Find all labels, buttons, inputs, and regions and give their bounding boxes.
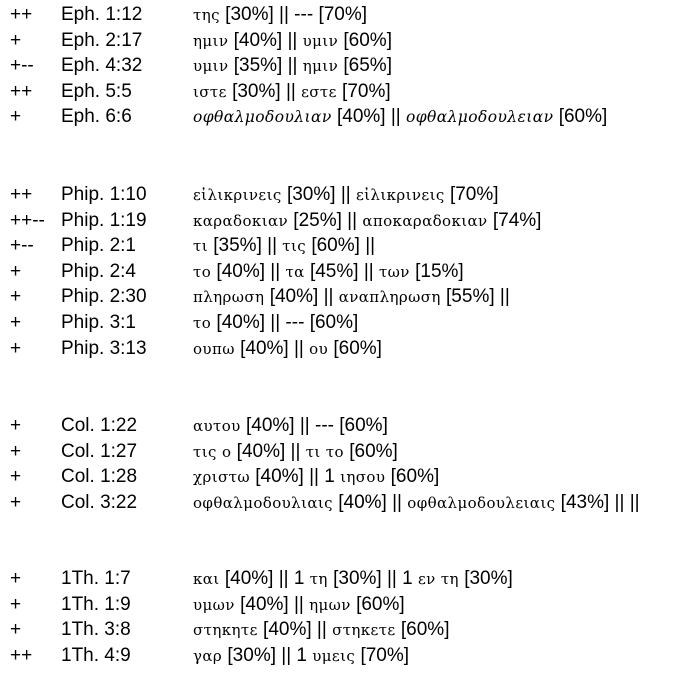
percentage-text: [35%] || [228,55,303,77]
percentage-text: [40%] || [257,619,333,641]
greek-reading: οφθαλμοδουλειαις [407,493,556,512]
percentage-text: [40%] || [231,440,306,462]
entry-row [0,566,700,592]
percentage-text: [40%] || 1 [249,466,341,488]
verse-reference: 1Th. 1:9 [61,593,131,615]
percentage-text: [30%] [458,568,513,589]
percentage-text: [60%] [553,106,608,128]
rating-mark: + [10,466,22,488]
verse-reference: Phip. 3:1 [61,311,136,333]
greek-reading: αναπληρωση [338,288,441,307]
verse-reference: Eph. 6:6 [61,106,132,128]
greek-reading: τις ο [193,442,232,461]
greek-reading: γαρ [193,646,223,665]
percentage-text: [40%] || [332,491,408,513]
greek-reading: υμιν [193,57,229,76]
percentage-text: [60%] [385,466,440,488]
rating-mark: + [10,311,22,333]
variant-readings [193,490,640,517]
verse-reference: Col. 3:22 [61,491,138,513]
rating-mark: + [10,286,22,308]
percentage-text: [74%] [487,209,542,231]
rating-mark: ++-- [10,209,45,231]
verse-reference: Phip. 1:19 [61,209,147,231]
percentage-text: [43%] || || [555,491,640,513]
rating-mark: +-- [10,55,34,77]
entry-row [0,490,700,516]
rating-mark: + [10,29,22,51]
entry-row [0,592,700,618]
group-philippians [0,182,700,361]
variant-readings [193,104,607,131]
verse-reference: Col. 1:28 [61,466,138,488]
verse-reference: Col. 1:27 [61,440,138,462]
greek-reading: το [193,313,212,332]
variant-readings [193,439,398,466]
rating-mark: +-- [10,235,34,257]
greek-reading: στηκητε [193,621,258,640]
greek-reading: εν τη [417,570,459,588]
entry-row [0,284,700,310]
group-1-thessalonians [0,566,700,668]
group-colossians [0,413,700,515]
greek-reading: στηκετε [332,621,396,640]
percentage-text: [40%] || --- [60%] [211,311,359,333]
verse-reference: Eph. 2:17 [61,29,143,51]
variant-readings [193,566,513,593]
variant-readings [193,592,405,619]
greek-reading: τα [285,262,305,281]
percentage-text: [55%] || [440,286,510,308]
percentage-text: [60%] [338,29,392,51]
greek-reading: οφθαλμοδουλιαν [193,108,332,127]
entry-row [0,464,700,490]
variant-readings [193,28,392,55]
greek-reading: εστε [301,82,337,101]
verse-reference: Eph. 4:32 [61,55,143,77]
greek-reading: οφθαλμοδουλιαις [193,493,333,512]
entry-row [0,104,700,130]
percentage-text: [45%] || [304,260,379,282]
percentage-text: [40%] || [264,286,339,308]
rating-mark: + [10,337,22,359]
verse-reference: Phip. 2:4 [61,260,136,282]
greek-reading: το [193,262,212,281]
entry-row [0,439,700,465]
verse-reference: Col. 1:22 [61,415,138,436]
variant-readings [193,208,541,235]
verse-reference: 1Th. 1:7 [61,568,131,589]
percentage-text: [70%] [444,184,499,205]
verse-reference: Eph. 5:5 [61,80,132,102]
entry-row [0,2,700,28]
variant-readings [193,336,382,363]
percentage-text: [40%] || [234,337,310,359]
percentage-text: [35%] || [207,235,283,257]
entry-row [0,208,700,234]
verse-reference: Phip. 2:30 [61,286,147,308]
verse-reference: Eph. 1:12 [61,4,143,25]
percentage-text: [40%] || --- [60%] [240,415,388,436]
percentage-text: [15%] [409,260,464,282]
entry-row [0,617,700,643]
greek-reading: τι [193,237,208,256]
variant-readings [193,53,392,80]
greek-reading: υμεις [312,646,356,665]
rating-mark: + [10,593,22,615]
rating-mark: + [10,568,22,589]
percentage-text: [60%] [328,337,382,359]
percentage-text: [40%] || [331,106,406,128]
percentage-text: [30%] || [281,184,356,205]
percentage-text: [40%] || [228,29,303,51]
rating-mark: ++ [10,184,33,205]
rating-mark: + [10,415,22,436]
greek-reading: και [193,570,220,588]
greek-reading: τι το [305,442,344,461]
greek-reading: υμιν [302,31,339,50]
entry-row [0,643,700,669]
greek-reading: ημιν [193,31,229,50]
entry-row [0,310,700,336]
entry-row [0,28,700,54]
greek-reading: καραδοκιαν [193,211,289,230]
verse-reference: Phip. 3:13 [61,337,147,359]
greek-reading: ιστε [193,82,227,101]
variant-readings [193,259,464,286]
greek-reading: ημιν [302,57,339,76]
greek-reading: οφθαλμοδουλειαν [406,108,554,127]
rating-mark: + [10,619,22,641]
greek-reading: χριστω [193,468,250,487]
variant-readings [193,643,409,670]
rating-mark: ++ [10,80,33,102]
entry-row [0,182,700,208]
variant-readings [193,182,499,209]
greek-reading: υμων [193,595,235,614]
variant-readings [193,2,367,29]
group-ephesians [0,2,700,130]
greek-reading: της [193,6,220,24]
percentage-text: [40%] || [234,593,310,615]
entry-row [0,53,700,79]
variant-readings [193,79,391,106]
variant-readings [193,413,388,440]
percentage-text: [25%] || [288,209,363,231]
entry-row [0,79,700,105]
variant-readings [193,284,510,311]
percentage-text: [30%] || 1 [222,644,313,666]
greek-reading: τη [309,570,328,588]
percentage-text: [65%] [338,55,392,77]
percentage-text: [60%] [343,440,398,462]
rating-mark: ++ [10,644,33,666]
verse-reference: Phip. 2:1 [61,235,136,257]
verse-reference: 1Th. 4:9 [61,644,131,666]
percentage-text: [30%] || [226,80,302,102]
percentage-text: [60%] [395,619,450,641]
greek-reading: τις [282,237,307,256]
greek-reading: εἰλικρινεις [193,186,282,204]
greek-reading: ου [309,339,329,358]
entry-row [0,233,700,259]
greek-reading: ιησου [340,468,386,487]
greek-reading: πληρωση [193,288,265,307]
percentage-text: [30%] || --- [70%] [219,4,368,25]
greek-reading: ημων [309,595,351,614]
percentage-text: [60%] [350,593,405,615]
rating-mark: + [10,491,22,513]
rating-mark: + [10,260,22,282]
greek-reading: ουπω [193,339,235,358]
greek-reading: αυτου [193,417,241,435]
percentage-text: [70%] [336,80,391,102]
percentage-text: [60%] || [306,235,376,257]
percentage-text: [30%] || 1 [327,568,418,589]
percentage-text: [70%] [355,644,410,666]
verse-reference: Phip. 1:10 [61,184,147,205]
rating-mark: + [10,106,22,128]
greek-reading: των [378,262,410,281]
entry-row [0,259,700,285]
variant-readings [193,233,375,260]
entry-row [0,413,700,439]
percentage-text: [40%] || [211,260,286,282]
verse-reference: 1Th. 3:8 [61,619,131,641]
variant-readings [193,464,439,491]
variant-readings [193,617,449,644]
rating-mark: ++ [10,4,33,25]
greek-reading: εἰλικρινεις [355,186,445,204]
greek-reading: αποκαραδοκιαν [362,211,488,230]
variant-readings [193,310,358,337]
entry-row [0,336,700,362]
rating-mark: + [10,440,22,462]
percentage-text: [40%] || 1 [219,568,310,589]
